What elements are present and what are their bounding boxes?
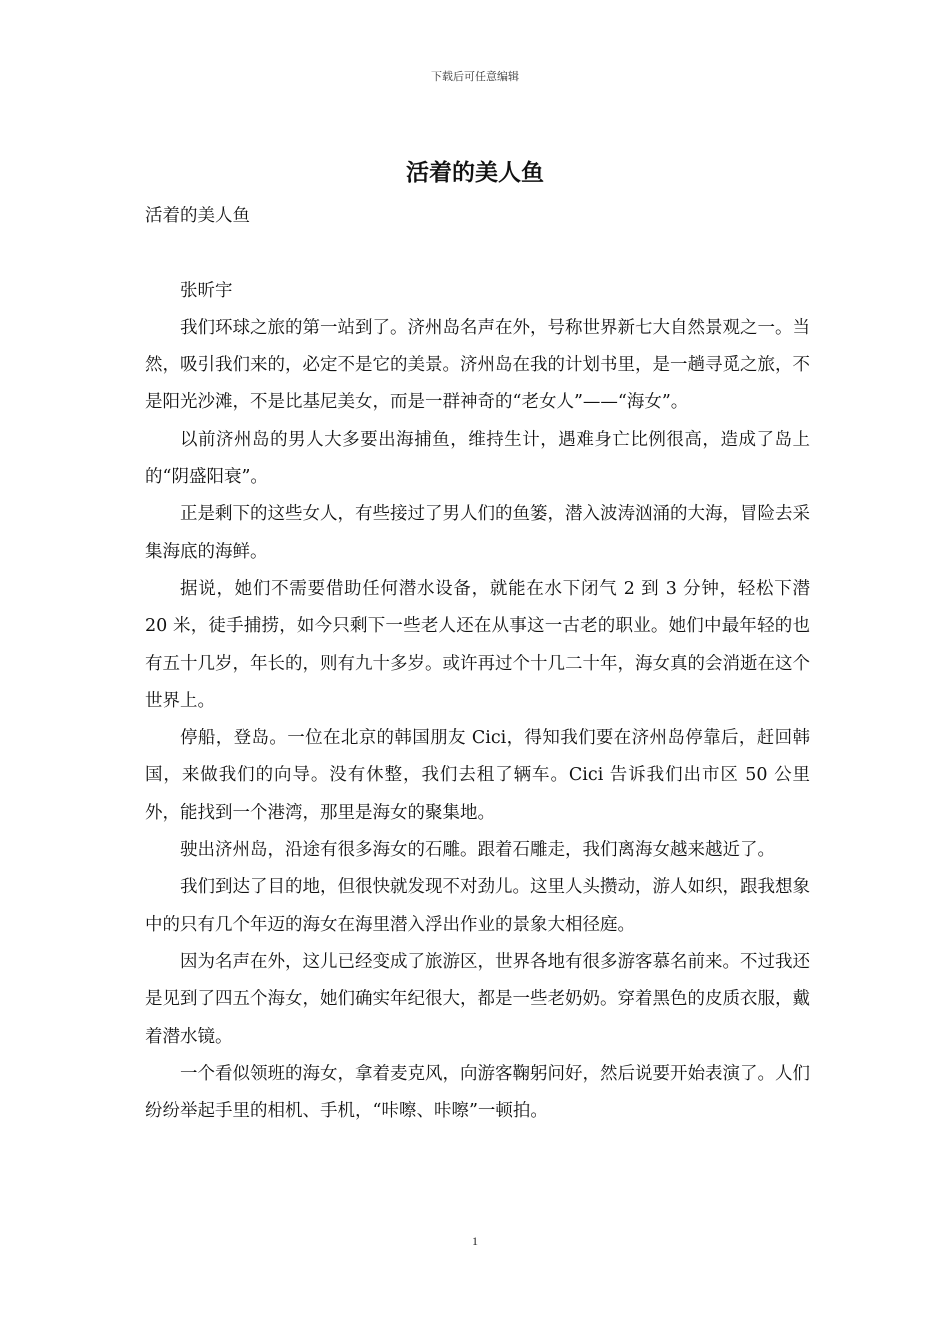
paragraph: 我们到达了目的地，但很快就发现不对劲儿。这里人头攒动，游人如织，跟我想象中的只有几个年迈的海女在海里潜入浮出作业的景象大相径庭。 (145, 877, 810, 935)
paragraph: 以前济州岛的男人大多要出海捕鱼，维持生计，遇难身亡比例很高，造成了岛上的“阴盛阳衰”。 (145, 429, 810, 488)
paragraph: 驶出济州岛，沿途有很多海女的石雕。跟着石雕走，我们离海女越来越近了。 (180, 840, 775, 861)
subtitle: 活着的美人鱼 (145, 206, 250, 226)
paragraph: 据说，她们不需要借助任何潜水设备，就能在水下闭气 2 到 3 分钟，轻松下潜 20 米，徒手捕捞，如今只剩下一些老人还在从事这一古老的职业。她们中最年轻的也有五十几岁，年长的，则有九十多岁。或许再过个十几二十年，海女真的会消逝在这个世界上。 (145, 578, 810, 711)
paragraph: 正是剩下的这些女人，有些接过了男人们的鱼篓，潜入波涛汹涌的大海，冒险去采集海底的海鲜。 (145, 504, 810, 562)
author: 张昕宇 (180, 280, 233, 301)
paragraph: 因为名声在外，这儿已经变成了旅游区，世界各地有很多游客慕名前来。不过我还是见到了四五个海女，她们确实年纪很大，都是一些老奶奶。穿着黑色的皮质衣服，戴着潜水镜。 (145, 951, 810, 1047)
paragraph: 我们环球之旅的第一站到了。济州岛名声在外，号称世界新七大自然景观之一。当然，吸引我们来的，必定不是它的美景。济州岛在我的计划书里，是一趟寻觅之旅，不是阳光沙滩，不是比基尼美女，而是一群神奇的“老女人”——“海女”。 (145, 317, 810, 413)
document-title: 活着的美人鱼 (406, 160, 544, 186)
page-number: 1 (472, 1234, 478, 1248)
document-body (145, 198, 810, 1130)
header-note: 下载后可任意编辑 (431, 70, 519, 83)
paragraph: 一个看似领班的海女，拿着麦克风，向游客鞠躬问好，然后说要开始表演了。人们纷纷举起手里的相机、手机，“咔嚓、咔嚓”一顿拍。 (145, 1063, 810, 1122)
paragraph: 停船，登岛。一位在北京的韩国朋友 Cici，得知我们要在济州岛停靠后，赶回韩国，来做我们的向导。没有休整，我们去租了辆车。Cici 告诉我们出市区 50 公里外，能找到一个港湾，那里是海女的聚集地。 (145, 728, 810, 823)
